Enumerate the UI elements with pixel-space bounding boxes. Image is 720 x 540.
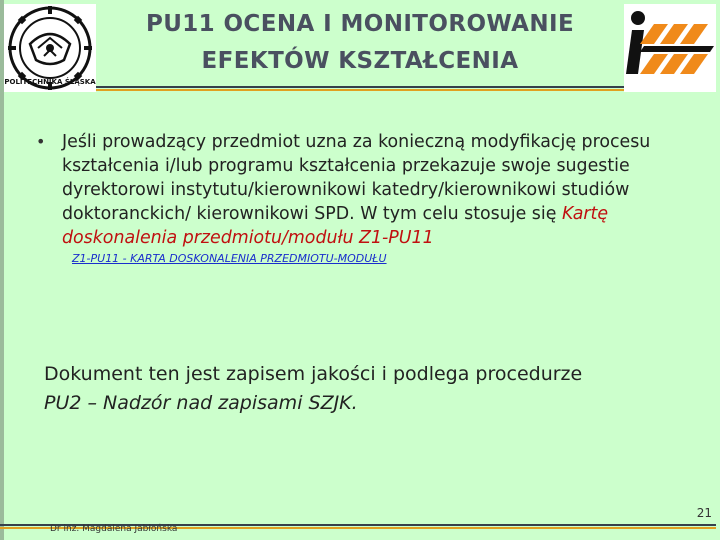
form-link[interactable]: Z1-PU11 - KARTA DOSKONALENIA PRZEDMIOTU-MODUŁU <box>72 252 387 265</box>
institute-logo-icon <box>624 4 716 92</box>
institute-logo <box>624 4 716 92</box>
header-rule <box>96 86 624 88</box>
title-line-1: PU11 OCENA I MONITOROWANIE <box>145 11 575 37</box>
bullet-icon: • <box>36 132 46 151</box>
document-note <box>44 360 684 418</box>
bullet-text: Jeśli prowadzący przedmiot uzna za konieczną modyfikację procesu kształcenia i/lub programu kształcenia przekazuje swoje sugestie dyrektorowi instytutu/kierownikowi katedry/kierownikowi studiów doktoranckich/ kierownikowi SPD. W tym celu stosuje się <box>62 132 651 224</box>
university-logo <box>4 4 96 92</box>
university-seal-icon <box>4 4 96 92</box>
page-number: 21 <box>696 506 712 520</box>
slide-content <box>30 130 690 266</box>
note-text: Dokument ten jest zapisem jakości i podlega procedurze <box>44 363 583 385</box>
form-reference: Kartę doskonalenia przedmiotu/modułu Z1-PU11 <box>62 204 609 248</box>
author-name: Dr inż. Magdalena Jabłońska <box>50 524 178 534</box>
seal-text: POLITECHNIKA ŚLĄSKA <box>4 78 96 86</box>
bullet-item <box>36 130 690 250</box>
header-rule-accent <box>96 89 624 91</box>
page-title <box>100 6 620 86</box>
note-procedure: PU2 – Nadzór nad zapisami SZJK. <box>44 392 358 414</box>
title-line-2: EFEKTÓW KSZTAŁCENIA <box>201 48 519 74</box>
